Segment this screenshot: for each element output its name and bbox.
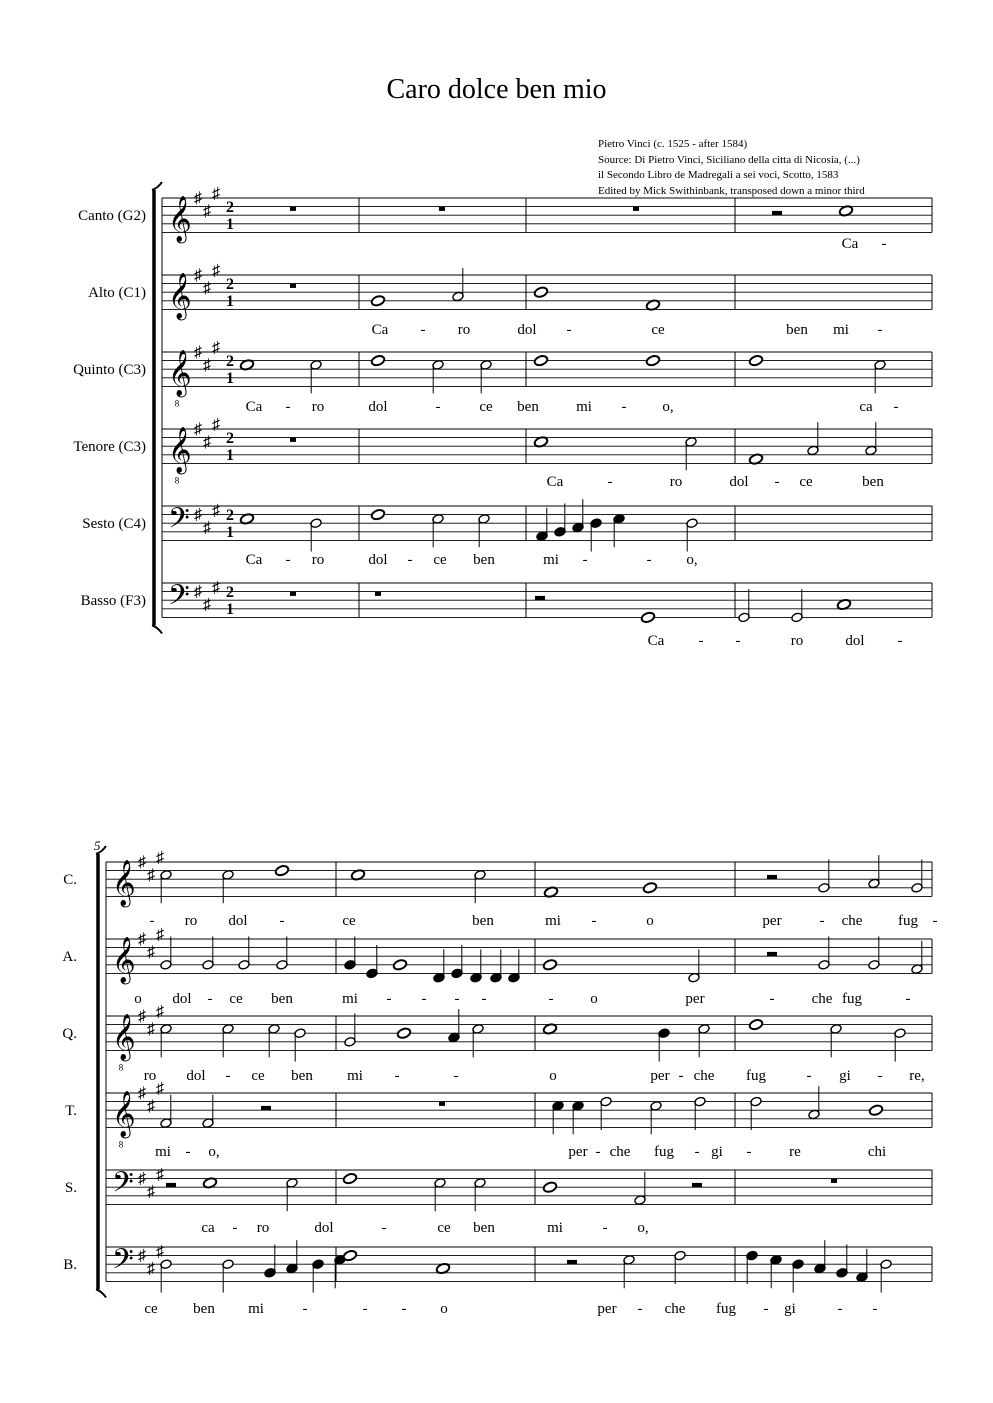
lyric-syllable: mi [342, 991, 358, 1007]
sharp-icon: ♯ [156, 1166, 164, 1184]
sharp-icon: ♯ [212, 416, 220, 434]
sharp-icon: ♯ [203, 596, 211, 614]
whole-note [392, 959, 407, 971]
credit-line: Edited by Mick Swithinbank, transposed down a minor third [598, 184, 865, 197]
lyric-syllable: ben [271, 991, 293, 1007]
lyric-syllable: - [481, 991, 487, 1007]
lyric-syllable: o [134, 991, 142, 1007]
lyric-syllable: - [279, 913, 285, 929]
sharp-icon: ♯ [138, 931, 146, 948]
lyric-syllable: - [582, 552, 588, 568]
lyric-syllable: - [763, 1301, 769, 1317]
octave-marker: 8 [118, 1139, 124, 1150]
lyric-syllable: - [746, 1144, 752, 1160]
lyric-syllable: - [872, 1301, 878, 1317]
lyric-syllable: - [774, 474, 780, 490]
sharp-icon: ♯ [156, 1003, 164, 1021]
whole-rest-icon [633, 207, 639, 211]
whole-note [274, 864, 289, 876]
whole-rest-icon [439, 1102, 445, 1106]
lyric-syllable: dol [368, 552, 388, 568]
bar-number: 5 [94, 838, 101, 853]
lyric-syllable: fug [842, 991, 862, 1007]
lyric-syllable: - [548, 991, 554, 1007]
lyric-syllable: gi [784, 1301, 796, 1317]
half-rest-icon [772, 211, 782, 215]
lyric-syllable: - [905, 991, 911, 1007]
whole-rest-icon [375, 592, 381, 596]
sharp-icon: ♯ [194, 583, 202, 601]
whole-note [396, 1027, 411, 1039]
whole-note [642, 882, 657, 894]
lyric-syllable: che [609, 1144, 631, 1160]
lyric-syllable: - [607, 474, 613, 490]
sharp-icon: ♯ [203, 279, 211, 297]
sharp-icon: ♯ [203, 202, 211, 220]
octave-marker: 8 [118, 1062, 124, 1073]
lyric-syllable: - [394, 1068, 400, 1084]
half-rest-icon [692, 1183, 702, 1187]
time-sig-top: 2 [226, 583, 234, 601]
lyric-syllable: ce [144, 1301, 158, 1317]
whole-note [342, 1249, 357, 1261]
sharp-icon: ♯ [156, 849, 164, 867]
lyric-syllable: per [568, 1144, 588, 1160]
lyric-syllable: - [932, 913, 938, 929]
lyric-syllable: - [302, 1301, 308, 1317]
treble-clef-icon: 𝄞 [112, 859, 136, 905]
lyric-syllable: - [637, 1301, 643, 1317]
lyric-syllable: - [285, 399, 291, 415]
half-rest-icon [535, 596, 545, 600]
lyric-syllable: ce [342, 913, 356, 929]
lyric-syllable: - [454, 991, 460, 1007]
credit-line: il Secondo Libro de Madregali a sei voci, Scotto, 1583 [598, 169, 839, 181]
lyric-syllable: mi [248, 1301, 264, 1317]
staff-name: Q. [62, 1026, 77, 1043]
lyric-syllable: - [819, 913, 825, 929]
whole-note [533, 286, 548, 298]
whole-rest-icon [290, 284, 296, 288]
treble-clef-icon: 𝄞 [112, 936, 136, 982]
lyric-syllable: - [694, 1144, 700, 1160]
lyric-syllable: dol [729, 474, 749, 490]
lyric-syllable: mi [543, 552, 559, 568]
whole-rest-icon [290, 592, 296, 596]
bracket-hook [152, 182, 162, 190]
lyric-syllable: fug [716, 1301, 736, 1317]
lyric-syllable: - [621, 399, 627, 415]
sharp-icon: ♯ [194, 267, 202, 284]
lyric-syllable: ben [472, 913, 494, 929]
treble-clef-icon: 𝄞 [168, 272, 192, 318]
score-title: Caro dolce ben mio [386, 74, 607, 105]
treble-clef-icon: 𝄞 [112, 1090, 136, 1136]
staff-name: Tenore (C3) [73, 439, 146, 456]
lyric-syllable: - [698, 633, 704, 649]
lyric-syllable: dol [368, 399, 388, 415]
sharp-icon: ♯ [156, 1080, 164, 1098]
lyric-syllable: ro [143, 1068, 157, 1084]
lyric-syllable: o, [686, 552, 698, 568]
lyric-syllable: - [646, 552, 652, 568]
whole-rest-icon [290, 207, 296, 211]
time-sig-top: 2 [226, 352, 234, 370]
lyric-syllable: - [421, 991, 427, 1007]
staff-name: Quinto (C3) [73, 362, 146, 379]
sharp-icon: ♯ [147, 1183, 155, 1201]
sharp-icon: ♯ [138, 854, 146, 871]
treble-clef-icon: 𝄞 [168, 195, 192, 241]
octave-marker: 8 [174, 475, 180, 486]
lyric-syllable: - [285, 552, 291, 568]
lyric-syllable: per [597, 1301, 617, 1317]
lyric-syllable: mi [547, 1220, 563, 1236]
time-sig-bottom: 1 [226, 292, 234, 310]
lyric-syllable: che [841, 913, 863, 929]
staff-name: Sesto (C4) [82, 516, 146, 533]
lyric-syllable: mi [347, 1068, 363, 1084]
lyric-syllable: ben [473, 552, 495, 568]
lyric-syllable: - [386, 991, 392, 1007]
time-sig-bottom: 1 [226, 215, 234, 233]
time-sig-bottom: 1 [226, 369, 234, 387]
lyric-syllable: ro [311, 399, 325, 415]
sharp-icon: ♯ [156, 1243, 164, 1261]
lyric-syllable: ce [651, 322, 665, 338]
lyric-syllable: dol [845, 633, 865, 649]
lyric-syllable: gi [839, 1068, 851, 1084]
whole-rest-icon [290, 438, 296, 442]
whole-note [645, 354, 660, 366]
staff-name: C. [63, 872, 77, 889]
lyric-syllable: - [897, 633, 903, 649]
lyric-syllable: - [381, 1220, 387, 1236]
sharp-icon: ♯ [138, 1085, 146, 1102]
lyric-syllable: ben [517, 399, 539, 415]
time-sig-top: 2 [226, 429, 234, 447]
lyric-syllable: Ca [371, 322, 389, 338]
lyric-syllable: Ca [245, 552, 263, 568]
lyric-syllable: ben [473, 1220, 495, 1236]
sharp-icon: ♯ [212, 502, 220, 520]
lyric-syllable: - [407, 552, 413, 568]
staff-name: S. [64, 1180, 77, 1197]
time-sig-bottom: 1 [226, 446, 234, 464]
lyric-syllable: - [602, 1220, 608, 1236]
lyric-syllable: o [440, 1301, 448, 1317]
lyric-syllable: ben [786, 322, 808, 338]
half-rest-icon [261, 1106, 271, 1110]
whole-note [342, 1172, 357, 1184]
lyric-syllable: Ca [245, 399, 263, 415]
sharp-icon: ♯ [194, 344, 202, 361]
lyric-syllable: o, [208, 1144, 220, 1160]
lyric-syllable: ben [193, 1301, 215, 1317]
treble-clef-icon: 𝄞 [112, 1013, 136, 1059]
lyric-syllable: - [837, 1301, 843, 1317]
lyric-syllable: Ca [647, 633, 665, 649]
sharp-icon: ♯ [138, 1170, 146, 1188]
lyric-syllable: - [735, 633, 741, 649]
bass-clef-icon: 𝄢 [112, 1244, 134, 1282]
time-sig-top: 2 [226, 506, 234, 524]
lyric-syllable: mi [545, 913, 561, 929]
lyric-syllable: - [149, 913, 155, 929]
sharp-icon: ♯ [203, 519, 211, 537]
whole-note [748, 1018, 763, 1030]
lyric-syllable: ca [201, 1220, 215, 1236]
lyric-syllable: o [590, 991, 598, 1007]
lyric-syllable: - [678, 1068, 684, 1084]
lyric-syllable: per [650, 1068, 670, 1084]
time-sig-bottom: 1 [226, 523, 234, 541]
lyric-syllable: - [401, 1301, 407, 1317]
half-rest-icon [767, 875, 777, 879]
sharp-icon: ♯ [203, 433, 211, 451]
staff-name: Canto (G2) [78, 208, 146, 225]
lyric-syllable: ce [251, 1068, 265, 1084]
lyric-syllable: - [453, 1068, 459, 1084]
lyric-syllable: dol [186, 1068, 206, 1084]
half-rest-icon [767, 952, 777, 956]
whole-rest-icon [439, 207, 445, 211]
staff-name: B. [63, 1257, 77, 1274]
staff-name: A. [62, 949, 77, 966]
lyric-syllable: - [595, 1144, 601, 1160]
lyric-syllable: ce [433, 552, 447, 568]
lyric-syllable: re, [909, 1068, 925, 1084]
lyric-syllable: ca [859, 399, 873, 415]
bass-clef-icon: 𝄢 [168, 503, 190, 541]
lyric-syllable: che [811, 991, 833, 1007]
lyric-syllable: ro [790, 633, 804, 649]
lyric-syllable: - [232, 1220, 238, 1236]
lyric-syllable: dol [172, 991, 192, 1007]
lyric-syllable: ro [311, 552, 325, 568]
lyric-syllable: - [877, 322, 883, 338]
sharp-icon: ♯ [147, 1097, 155, 1115]
sharp-icon: ♯ [138, 1008, 146, 1025]
whole-note [640, 611, 655, 623]
lyric-syllable: per [762, 913, 782, 929]
lyric-syllable: o, [637, 1220, 649, 1236]
lyric-syllable: ce [799, 474, 813, 490]
half-rest-icon [166, 1183, 176, 1187]
staff-name: Alto (C1) [88, 285, 146, 302]
lyric-syllable: che [693, 1068, 715, 1084]
lyric-syllable: chi [867, 1144, 887, 1160]
octave-marker: 8 [174, 398, 180, 409]
lyric-syllable: dol [228, 913, 248, 929]
treble-clef-icon: 𝄞 [168, 349, 192, 395]
lyric-syllable: - [893, 399, 899, 415]
lyric-syllable: gi [711, 1144, 723, 1160]
lyric-syllable: mi [155, 1144, 171, 1160]
lyric-syllable: - [225, 1068, 231, 1084]
lyric-syllable: ro [669, 474, 683, 490]
sharp-icon: ♯ [147, 943, 155, 961]
lyric-syllable: - [806, 1068, 812, 1084]
sharp-icon: ♯ [203, 356, 211, 374]
lyric-syllable: o [549, 1068, 557, 1084]
lyric-syllable: - [769, 991, 775, 1007]
lyric-syllable: - [591, 913, 597, 929]
lyric-syllable: ce [437, 1220, 451, 1236]
whole-note [868, 1104, 883, 1116]
bracket-hook [96, 1289, 106, 1297]
credit-line: Source: Di Pietro Vinci, Siciliano della citta di Nicosia, (...) [598, 153, 860, 166]
lyric-syllable: fug [898, 913, 918, 929]
sharp-icon: ♯ [194, 506, 202, 524]
sharp-icon: ♯ [147, 1260, 155, 1278]
treble-clef-icon: 𝄞 [168, 426, 192, 472]
lyric-syllable: ce [229, 991, 243, 1007]
lyric-syllable: Ca [841, 236, 859, 252]
lyric-syllable: ro [184, 913, 198, 929]
credit-line: Pietro Vinci (c. 1525 - after 1584) [598, 138, 748, 150]
half-rest-icon [567, 1260, 577, 1264]
time-sig-bottom: 1 [226, 600, 234, 618]
lyric-syllable: ro [256, 1220, 270, 1236]
whole-note [533, 354, 548, 366]
sharp-icon: ♯ [194, 421, 202, 438]
lyric-syllable: ben [291, 1068, 313, 1084]
whole-note [748, 354, 763, 366]
lyric-syllable: - [420, 322, 426, 338]
lyric-syllable: Ca [546, 474, 564, 490]
sharp-icon: ♯ [212, 185, 220, 203]
sharp-icon: ♯ [212, 579, 220, 597]
whole-rest-icon [831, 1179, 837, 1183]
lyric-syllable: - [566, 322, 572, 338]
lyric-syllable: - [881, 236, 887, 252]
sharp-icon: ♯ [147, 866, 155, 884]
lyric-syllable: per [685, 991, 705, 1007]
lyric-syllable: ce [479, 399, 493, 415]
lyric-syllable: ben [862, 474, 884, 490]
time-sig-top: 2 [226, 198, 234, 216]
whole-note [370, 354, 385, 366]
lyric-syllable: che [664, 1301, 686, 1317]
sharp-icon: ♯ [138, 1247, 146, 1265]
bass-clef-icon: 𝄢 [168, 580, 190, 618]
lyric-syllable: - [207, 991, 213, 1007]
sharp-icon: ♯ [156, 926, 164, 944]
lyric-syllable: re [789, 1144, 801, 1160]
bracket-hook [152, 625, 162, 633]
lyric-syllable: ro [457, 322, 471, 338]
whole-note [370, 295, 385, 307]
sharp-icon: ♯ [212, 262, 220, 280]
lyric-syllable: - [185, 1144, 191, 1160]
sharp-icon: ♯ [212, 339, 220, 357]
lyric-syllable: o, [662, 399, 674, 415]
sharp-icon: ♯ [194, 190, 202, 207]
lyric-syllable: - [362, 1301, 368, 1317]
time-sig-top: 2 [226, 275, 234, 293]
staff-name: Basso (F3) [80, 593, 146, 610]
bass-clef-icon: 𝄢 [112, 1167, 134, 1205]
lyric-syllable: dol [314, 1220, 334, 1236]
whole-note [542, 1181, 557, 1193]
lyric-syllable: fug [654, 1144, 674, 1160]
lyric-syllable: - [435, 399, 441, 415]
sharp-icon: ♯ [147, 1020, 155, 1038]
lyric-syllable: o [646, 913, 654, 929]
lyric-syllable: dol [517, 322, 537, 338]
whole-note [370, 508, 385, 520]
lyric-syllable: mi [833, 322, 849, 338]
lyric-syllable: mi [576, 399, 592, 415]
whole-note [542, 959, 557, 971]
staff-name: T. [65, 1103, 77, 1120]
lyric-syllable: - [877, 1068, 883, 1084]
lyric-syllable: fug [746, 1068, 766, 1084]
